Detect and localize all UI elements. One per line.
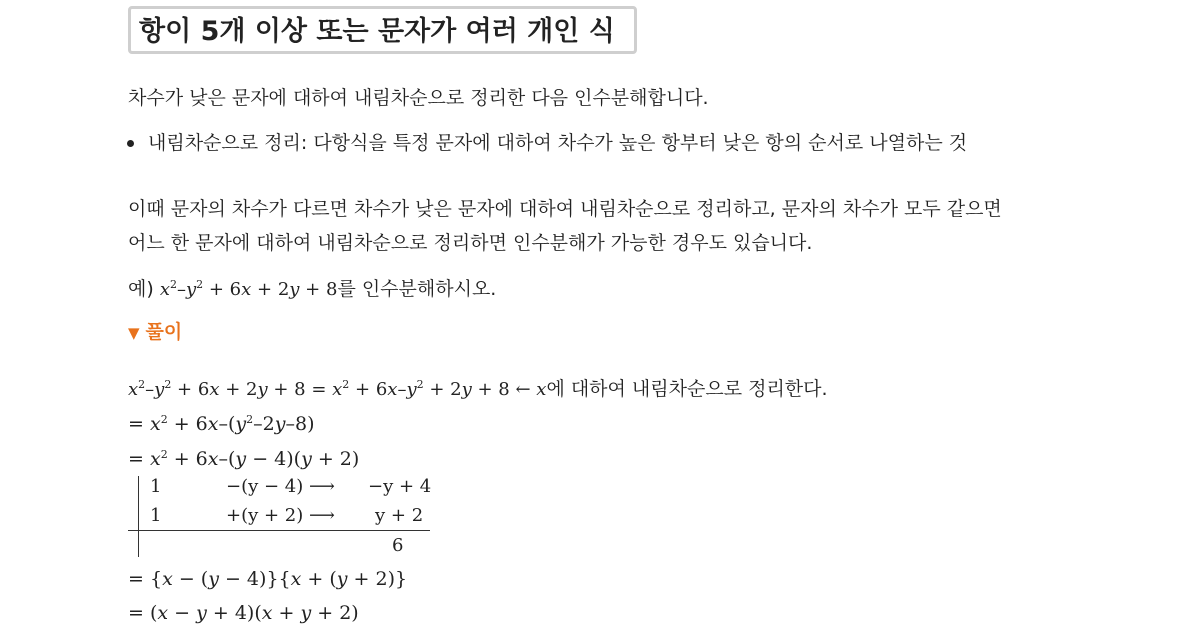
cross-table-horizontal-rule — [128, 530, 430, 531]
solution-line-5: = (x − y + 4)(x + y + 2) — [128, 602, 359, 624]
section-title-box — [128, 6, 637, 54]
solution-line-4: = {x − (y − 4)}{x + (y + 2)} — [128, 568, 408, 590]
solution-line-1-note: 에 대하여 내림차순으로 정리한다. — [546, 378, 828, 400]
cross-table-vertical-rule — [138, 476, 139, 557]
bullet-text: 내림차순으로 정리: 다항식을 특정 문자에 대하여 차수가 높은 항부터 낮은 항의 순서로 나열하는 것 — [148, 132, 968, 154]
cross-table-sum: 6 — [392, 535, 404, 556]
cross-table-row2-product: y + 2 — [375, 505, 424, 526]
section-title: 항이 5개 이상 또는 문자가 여러 개인 식 — [139, 16, 615, 47]
solution-expression-1: $x^2-y^2 + 6x + 2y + 8 = x^2 + 6x-y^2 + 2y + 8$ ← x — [128, 378, 547, 400]
example-prefix: 예) — [128, 278, 154, 300]
intro-text: 차수가 낮은 문자에 대하여 내림차순으로 정리한 다음 인수분해합니다. — [128, 87, 709, 109]
solution-line-1 — [128, 377, 828, 402]
solution-toggle[interactable] — [128, 320, 182, 345]
paragraph-line-1: 이때 문자의 차수가 다르면 차수가 낮은 문자에 대하여 내림차순으로 정리하고, 문자의 차수가 모두 같으면 — [128, 198, 1002, 220]
example-line — [128, 277, 496, 302]
solution-line-2: = $x^2 + 6x-(y^2-2y-8)$ — [128, 413, 315, 435]
paragraph-line-2: 어느 한 문자에 대하여 내림차순으로 정리하면 인수분해가 가능한 경우도 있습니다. — [128, 232, 813, 254]
cross-table-row1-factor: −(y − 4) ⟶ — [226, 476, 335, 497]
bullet-icon — [127, 140, 134, 147]
cross-table-row1-coef: 1 — [150, 476, 162, 497]
triangle-down-icon: ▼ — [128, 324, 140, 342]
solution-toggle-label: 풀이 — [145, 321, 183, 343]
cross-table-row2-coef: 1 — [150, 505, 162, 526]
cross-table-row1-product: −y + 4 — [368, 476, 432, 497]
example-expression: $x^2-y^2 + 6x + 2y + 8$ — [159, 278, 338, 300]
example-suffix: 를 인수분해하시오. — [337, 278, 497, 300]
cross-table-row2-factor: +(y + 2) ⟶ — [226, 505, 335, 526]
solution-line-3: = $x^2 + 6x-(y - 4)(y + 2)$ — [128, 448, 360, 470]
